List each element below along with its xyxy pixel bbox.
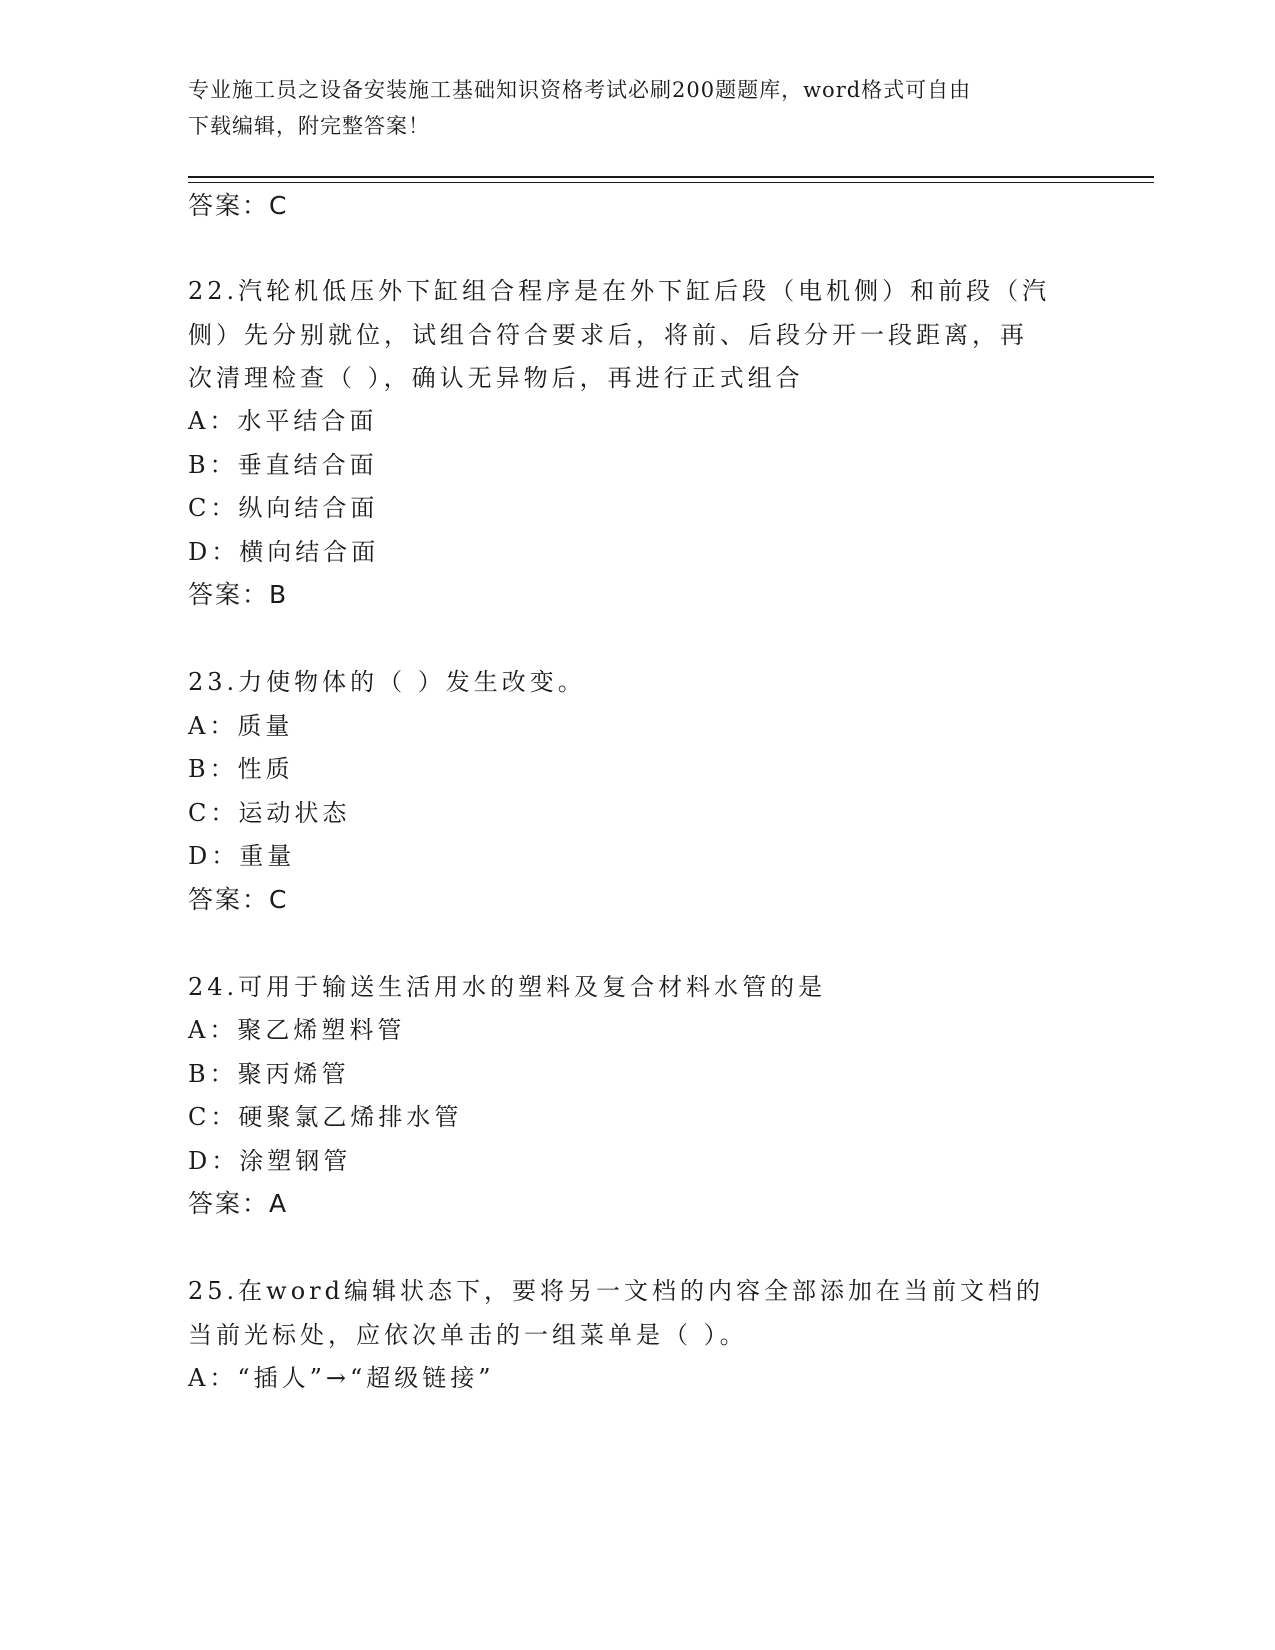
question-24-stem-line-1: 24.可用于输送生活用水的塑料及复合材料水管的是 (188, 973, 827, 1001)
question-22-option-c: C：纵向结合面 (188, 494, 379, 522)
question-24-option-d: D：涂塑钢管 (188, 1147, 352, 1175)
question-25-stem-line-1: 25.在word编辑状态下，要将另一文档的内容全部添加在当前文档的 (188, 1277, 1044, 1305)
header-line-2: 下载编辑，附完整答案！ (188, 114, 430, 138)
question-23-option-b: B：性质 (188, 755, 294, 783)
question-22-stem-line-2: 侧）先分别就位，试组合符合要求后，将前、后段分开一段距离，再 (188, 321, 1028, 349)
question-24-option-b: B：聚丙烯管 (188, 1060, 350, 1088)
question-22-option-b: B：垂直结合面 (188, 451, 378, 479)
question-25-stem-line-2: 当前光标处，应依次单击的一组菜单是（ ）。 (188, 1321, 748, 1349)
question-22-stem-line-1: 22.汽轮机低压外下缸组合程序是在外下缸后段（电机侧）和前段（汽 (188, 277, 1051, 305)
previous-answer: 答案：C (188, 191, 289, 220)
header-line-1: 专业施工员之设备安装施工基础知识资格考试必刷200题题库，word格式可自由 (188, 78, 972, 102)
question-23-option-c: C：运动状态 (188, 799, 351, 827)
question-22-option-d: D：横向结合面 (188, 538, 380, 566)
header-divider (188, 176, 1154, 178)
document-header (188, 72, 1068, 144)
question-24-option-a: A：聚乙烯塑料管 (188, 1016, 406, 1044)
question-23-answer: 答案：C (188, 885, 289, 914)
header-divider-thin (188, 182, 1154, 183)
question-23-option-a: A：质量 (188, 712, 294, 740)
question-24-option-c: C：硬聚氯乙烯排水管 (188, 1103, 463, 1131)
question-24-answer: 答案：A (188, 1189, 289, 1218)
question-22-option-a: A：水平结合面 (188, 407, 378, 435)
question-25-option-a: A：“插人”→“超级链接” (188, 1364, 495, 1392)
question-23-stem-line-1: 23.力使物体的（ ）发生改变。 (188, 668, 586, 696)
question-23-option-d: D：重量 (188, 842, 296, 870)
question-22-stem-line-3: 次清理检查（ ），确认无异物后，再进行正式组合 (188, 364, 804, 392)
question-22-answer: 答案：B (188, 580, 289, 609)
